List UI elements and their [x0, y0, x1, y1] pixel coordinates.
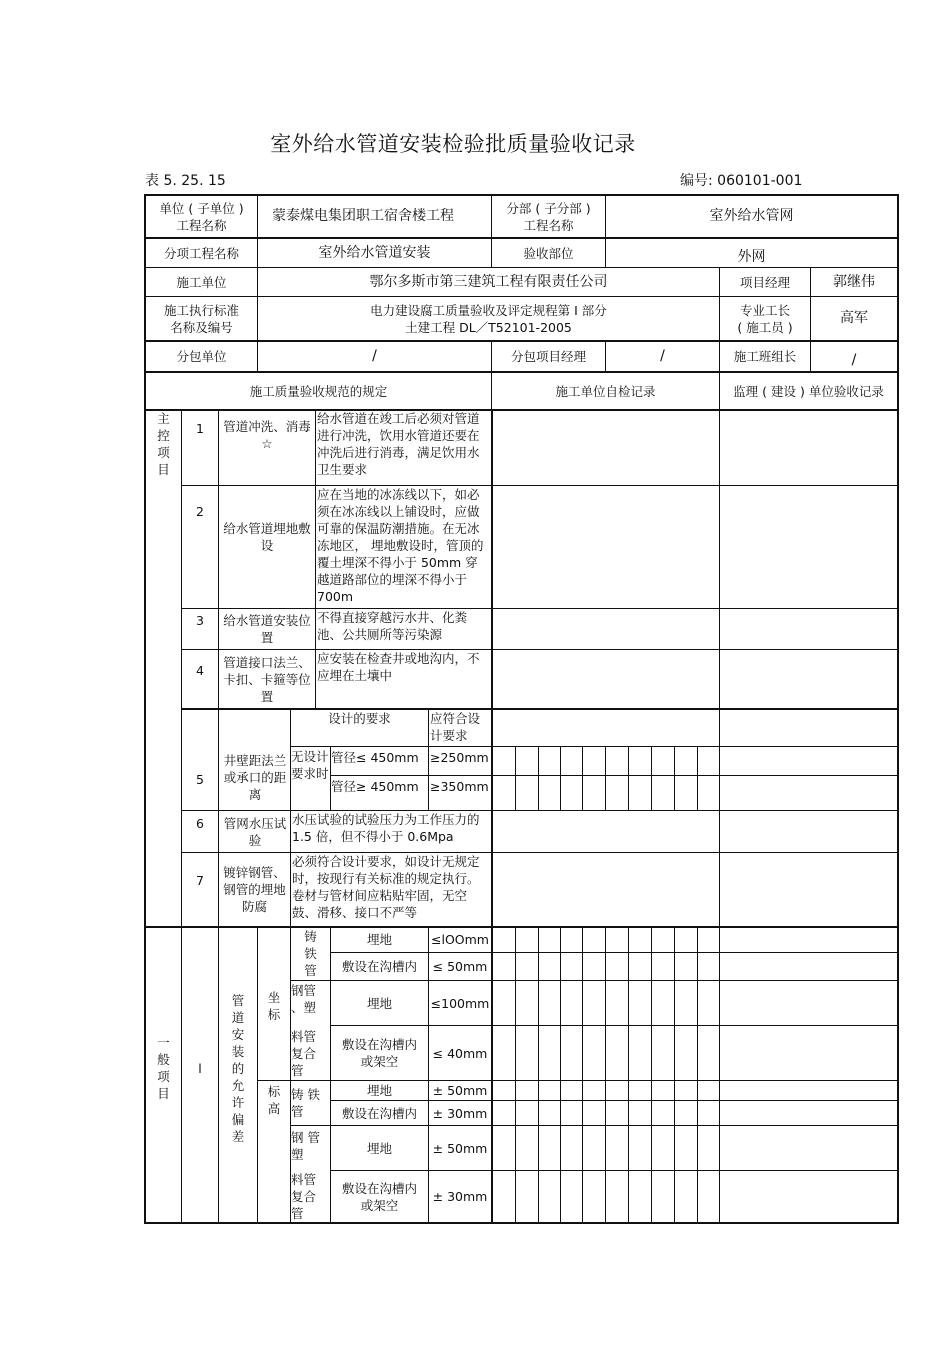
pm-value: 郭继伟 [833, 273, 875, 290]
main-item-6-no: 6 [196, 815, 204, 831]
main-item-1-no: 1 [196, 420, 204, 436]
steel-coord-label-top: 钢管 、塑 [291, 983, 317, 1015]
subcontractor-label: 分包单位 [176, 349, 227, 364]
main-item-3-req: 不得直接穿越污水井、化粪池、公共厕所等污染源 [317, 610, 468, 642]
general-item-no: l [198, 1060, 202, 1076]
item-label: 分项工程名称 [163, 245, 239, 261]
page-title: 室外给水管道安装检验批质量验收记录 [270, 132, 636, 156]
col-spec-header: 施工质量验收规范的规定 [249, 383, 388, 399]
deviation-row-6-tol: ± 30mm [432, 1105, 488, 1121]
col-self-check-header: 施工单位自检记录 [555, 383, 656, 399]
team-value: / [851, 352, 857, 368]
main-item-7-no: 7 [196, 872, 204, 888]
deviation-row-6-cond: 敷设在沟槽内 [341, 1105, 417, 1121]
sub-pm-value: / [660, 348, 665, 364]
deviation-row-5-tol: ± 50mm [432, 1083, 488, 1098]
serial-number: 编号: 060101-001 [680, 173, 803, 189]
design-requirement-label: 设计的要求 [328, 710, 391, 726]
sub-pm-label: 分包项目经理 [510, 349, 586, 364]
subcontractor-value: / [372, 348, 377, 364]
diameter-large-value: ≥350mm [430, 778, 489, 794]
item-value: 室外给水管道安装 [318, 244, 431, 261]
main-item-4-req: 应安装在检查井或地沟内，不应埋在土壤中 [317, 651, 480, 683]
accept-part-label: 验收部位 [523, 245, 574, 261]
deviation-row-2-tol: ≤ 50mm [432, 959, 488, 974]
deviation-row-8-tol: ± 30mm [432, 1189, 488, 1204]
main-item-2-no: 2 [196, 503, 204, 519]
main-item-4-no: 4 [196, 662, 204, 678]
deviation-row-2-cond: 敷设在沟槽内 [341, 959, 417, 974]
standard-value: 电力建设腐工质量验收及评定规程第 I 部分 土建工程 DL／T52101-2005 [370, 302, 607, 335]
standard-label: 施工执行标准 名称及编号 [163, 302, 239, 335]
contractor-value: 鄂尔多斯市第三建筑工程有限责任公司 [369, 273, 608, 290]
main-item-7-req: 必须符合设计要求，如设计无规定时，按现行有关标准的规定执行。卷材与管材间应粘贴牢固，无空鼓、滑移、接口不严等 [292, 854, 480, 920]
steel-elev-label-bottom: 料管 复合 管 [291, 1172, 317, 1221]
main-item-2-req: 应在当地的冰冻线以下，如必须在冰冻线以上铺设时，应做可靠的保温防潮措施。在无冰冻地区， 埋地敷设时，管顶的覆土埋深不得小于 50mm 穿越道路部位的埋深不得小于 700m [317, 487, 484, 604]
main-item-1-req: 给水管道在竣工后必须对管道进行冲洗，饮用水管道还要在冲洗后进行消毒，满足饮用水卫生要求 [317, 411, 480, 477]
elevation-label: 标 高 [267, 1084, 281, 1116]
table-number: 表 5. 25. 15 [145, 173, 226, 189]
accept-part-value: 外网 [737, 248, 766, 265]
deviation-row-1-tol: ≤lOOmm [431, 932, 489, 947]
main-control-label: 主 控 项 目 [157, 411, 170, 477]
deviation-row-1-cond: 埋地 [366, 932, 392, 947]
team-label: 施工班组长 [733, 349, 797, 364]
diameter-large-label: 管径≥ 450mm [331, 778, 419, 794]
steel-elev-label-top: 钢 管 塑 [291, 1130, 320, 1162]
main-item-6-name: 管网水压试验 [223, 815, 287, 848]
deviation-row-7-tol: ± 50mm [432, 1140, 488, 1156]
deviation-row-4-cond: 敷设在沟槽内 或架空 [341, 1037, 417, 1069]
deviation-row-3-tol: ≤100mm [430, 995, 490, 1011]
main-item-4-name: 管道接口法兰、卡扣、卡箍等位置 [223, 654, 311, 704]
deviation-row-7-cond: 埋地 [366, 1140, 392, 1156]
allowed-deviation-label: 管 道 安 装 的 允 许 偏 差 [231, 993, 245, 1144]
main-item-2-name: 给水管道埋地敷设 [223, 521, 311, 553]
deviation-row-8-cond: 敷设在沟槽内 或架空 [341, 1180, 417, 1213]
deviation-row-4-tol: ≤ 40mm [432, 1045, 488, 1061]
main-item-3-no: 3 [196, 612, 204, 628]
main-item-5-name: 井壁距法兰或承口的距离 [223, 752, 287, 802]
unit-project-label: 单位 ( 子单位 ) 工程名称 [159, 200, 244, 233]
conform-design-label: 应符合设计要求 [430, 711, 481, 743]
cast-iron-coord-label: 铸 铁 管 [304, 929, 317, 978]
unit-project-value: 蒙泰煤电集团职工宿舍楼工程 [272, 208, 454, 224]
main-item-7-name: 镀锌钢管、钢管的埋地防腐 [223, 865, 286, 914]
coordinate-label: 坐 标 [267, 989, 281, 1022]
col-supervision-header: 监理 ( 建设 ) 单位验收记录 [733, 383, 884, 399]
foreman-label: 专业工长 ( 施工员 ) [737, 302, 793, 335]
main-item-6-req: 水压试验的试验压力为工作压力的 1.5 倍，但不得小于 0.6Mpa [292, 812, 480, 844]
diameter-small-label: 管径≤ 450mm [331, 749, 419, 765]
main-item-5-no: 5 [196, 771, 204, 787]
cast-iron-elev-label: 铸 铁 管 [291, 1087, 320, 1119]
contractor-label: 施工单位 [176, 274, 227, 290]
main-item-3-name: 给水管道安装位置 [223, 613, 311, 645]
diameter-small-value: ≥250mm [430, 749, 489, 765]
general-item-label: 一 般 项 目 [157, 1035, 170, 1101]
main-item-1-name: 管道冲洗、消毒☆ [223, 419, 311, 451]
sub-project-label: 分部 ( 子分部 ) 工程名称 [506, 200, 591, 233]
deviation-row-3-cond: 埋地 [366, 995, 392, 1011]
sub-project-value: 室外给水管网 [709, 208, 794, 224]
no-design-label: 无设计要求时 [291, 749, 329, 781]
steel-coord-label-bottom: 料管 复合 管 [291, 1028, 317, 1078]
foreman-value: 高军 [840, 310, 868, 326]
deviation-row-5-cond: 埋地 [366, 1083, 392, 1098]
pm-label: 项目经理 [739, 274, 790, 290]
